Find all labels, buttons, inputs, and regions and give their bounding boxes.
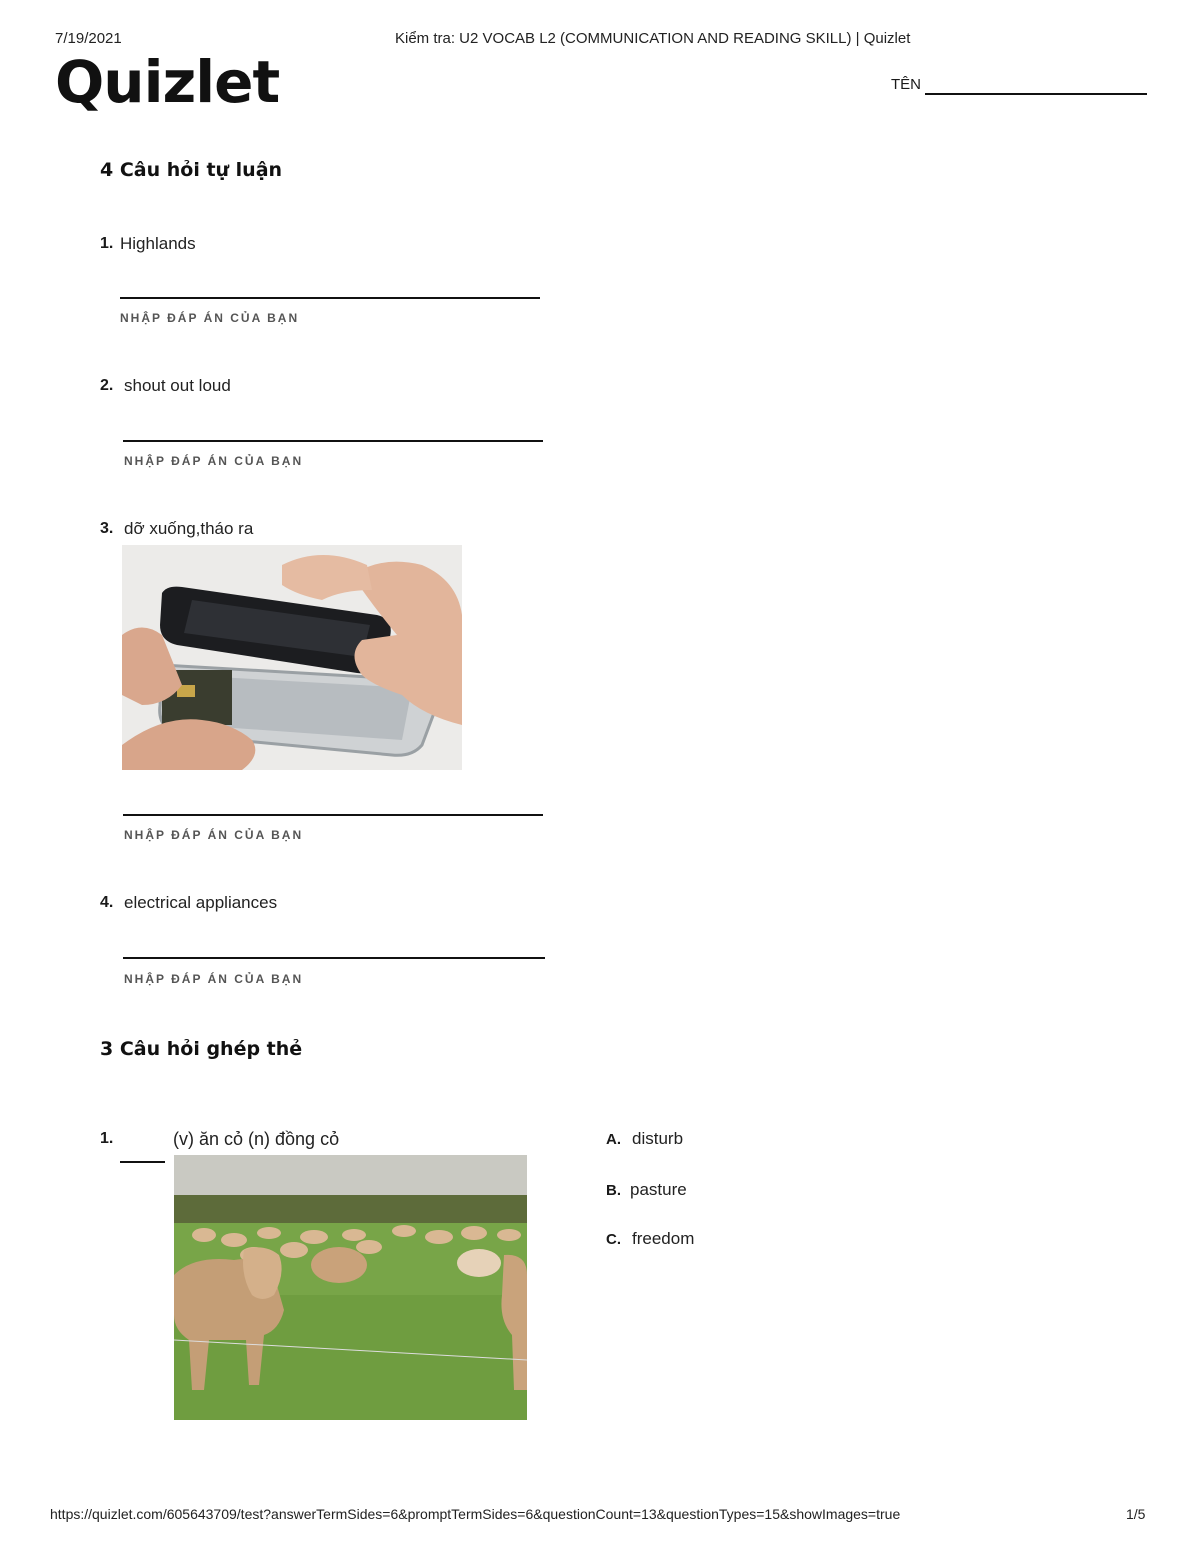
question-number: 4. bbox=[100, 894, 114, 911]
name-field[interactable] bbox=[925, 93, 1147, 95]
question-number: 3. bbox=[100, 520, 114, 537]
print-date: 7/19/2021 bbox=[55, 30, 122, 47]
question-number: 1. bbox=[100, 1130, 114, 1147]
answer-field[interactable] bbox=[123, 440, 543, 442]
quizlet-logo: Quizlet bbox=[55, 48, 280, 116]
option-text: pasture bbox=[630, 1180, 687, 1199]
matching-section-title: 3 Câu hỏi ghép thẻ bbox=[100, 1038, 303, 1060]
option-letter: C. bbox=[606, 1231, 621, 1248]
question-text: Highlands bbox=[120, 234, 196, 253]
question-text: electrical appliances bbox=[124, 893, 278, 912]
answer-hint: NHẬP ĐÁP ÁN CỦA BẠN bbox=[124, 828, 304, 842]
phone-disassembly-image bbox=[122, 545, 462, 770]
answer-hint: NHẬP ĐÁP ÁN CỦA BẠN bbox=[120, 311, 300, 325]
answer-hint: NHẬP ĐÁP ÁN CỦA BẠN bbox=[124, 972, 304, 986]
page-title: Kiểm tra: U2 VOCAB L2 (COMMUNICATION AND READING SKILL) | Quizlet bbox=[395, 30, 911, 47]
option-letter: A. bbox=[606, 1131, 621, 1148]
option-letter: B. bbox=[606, 1182, 621, 1199]
question-number: 1. bbox=[100, 235, 114, 252]
question-text: shout out loud bbox=[124, 376, 231, 395]
page-url: https://quizlet.com/605643709/test?answerTermSides=6&promptTermSides=6&questionCount=13&questionTypes=15&showImages=true bbox=[50, 1506, 901, 1522]
question-text: dỡ xuống,tháo ra bbox=[124, 519, 254, 538]
answer-field[interactable] bbox=[120, 297, 540, 299]
option-text: freedom bbox=[632, 1229, 695, 1248]
answer-field[interactable] bbox=[123, 957, 545, 959]
option-text: disturb bbox=[632, 1129, 684, 1148]
match-answer-field[interactable] bbox=[120, 1161, 165, 1163]
name-label: TÊN bbox=[891, 76, 921, 93]
question-number: 2. bbox=[100, 377, 114, 394]
page-number: 1/5 bbox=[1126, 1506, 1146, 1522]
answer-hint: NHẬP ĐÁP ÁN CỦA BẠN bbox=[124, 454, 304, 468]
answer-field[interactable] bbox=[123, 814, 543, 816]
question-text: (v) ăn cỏ (n) đồng cỏ bbox=[173, 1129, 340, 1149]
written-section-title: 4 Câu hỏi tự luận bbox=[100, 159, 283, 181]
cattle-pasture-image bbox=[174, 1155, 527, 1420]
